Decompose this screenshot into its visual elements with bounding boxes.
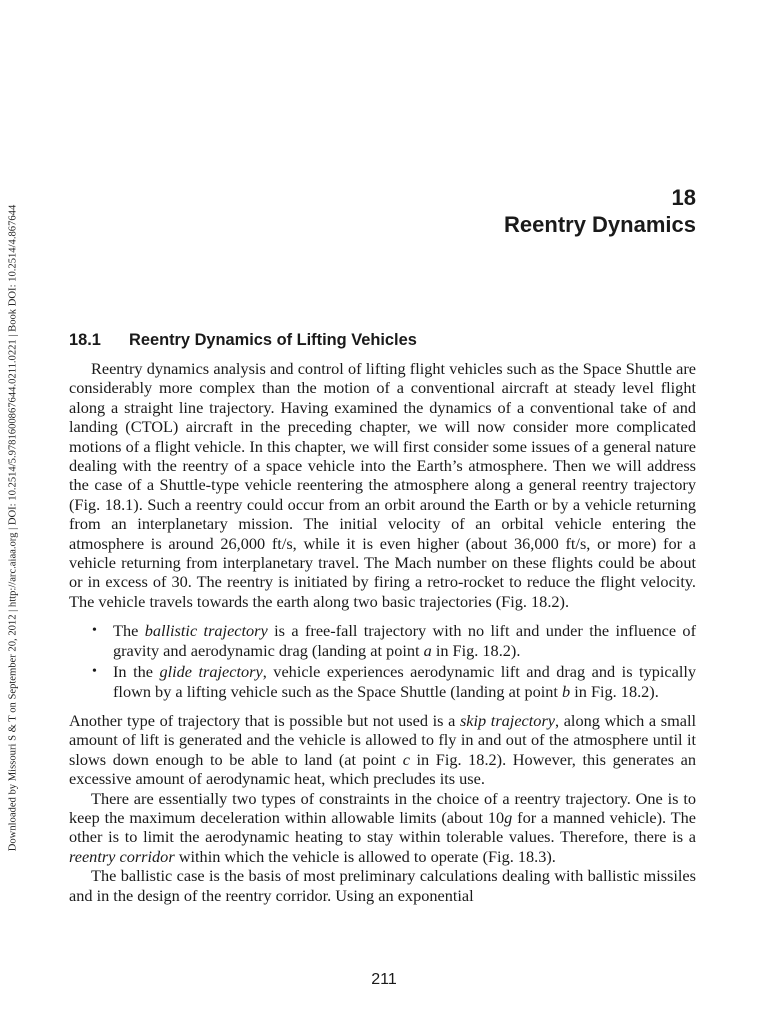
section-heading: [69, 329, 696, 351]
trajectory-list: [69, 621, 696, 701]
paragraph-intro: Reentry dynamics analysis and control of lifting flight vehicles such as the Space Shuttle are considerably more complex than the motion of a conventional aircraft at steady level flight along a straight line trajectory. Having examined the dynamics of a conventional take of and landing (CTOL) aircraft in the preceding chapter, we will now consider more complicated motions of a flight vehicle. In this chapter, we will first consider some issues of a general nature dealing with the reentry of a space vehicle into the Earth’s atmosphere. Then we will address the case of a Shuttle-type vehicle reentering the atmosphere along a general reentry trajectory (Fig. 18.1). Such a reentry could occur from an orbit around the Earth or by a vehicle returning from an interplanetary mission. The initial velocity of an orbital vehicle entering the atmosphere is around 26,000 ft/s, while it is even higher (about 36,000 ft/s, or more) for a vehicle returning from interplanetary travel. The Mach number on these flights could be about or in excess of 30. The reentry is initiated by firing a retro-rocket to reduce the flight velocity. The vehicle travels towards the earth along two basic trajectories (Fig. 18.2).: [69, 359, 696, 611]
text-span: , vehicle experiences aerodynamic lift and drag and is typically flown by a lifting vehicle such as the Space Shuttle (landing at point: [113, 662, 697, 701]
paragraph-ballistic-case: The ballistic case is the basis of most preliminary calculations dealing with ballistic missiles and in the design of the reentry corridor. Using an exponential: [69, 866, 696, 905]
text-span: is a free-fall trajectory with no lift and under the influence of gravity and aerodynamic drag (landing at point: [113, 621, 696, 660]
section-title: Reentry Dynamics of Lifting Vehicles: [129, 331, 417, 349]
term-skip-trajectory: skip trajectory: [459, 710, 556, 730]
chapter-header: [504, 185, 696, 239]
text-span: within which the vehicle is allowed to operate (Fig. 18.3).: [174, 846, 556, 866]
download-watermark: [0, 0, 26, 1024]
term-reentry-corridor: reentry corridor: [69, 846, 175, 866]
paragraph-skip-trajectory: [69, 711, 696, 789]
text-span: Another type of trajectory that is possible but not used is a: [69, 710, 460, 730]
text-span: for a manned vehicle). The other is to limit the aerodynamic heating to stay within tolerable values. Therefore, there is a: [69, 807, 696, 847]
point-label: b: [562, 681, 571, 701]
text-span: In the: [113, 662, 160, 682]
bullet-marker: •: [92, 623, 97, 639]
download-notice-text: Downloaded by Missouri S & T on September 20, 2012 | http://arc.aiaa.org | DOI: 10.2514/5.9781600867644.0211.0221 | Book DOI: 10.2514/4.867644: [7, 204, 19, 852]
text-span: There are essentially two types of constraints in the choice of a reentry trajectory. One is to keep the maximum deceleration within allowable limits (about 10: [69, 788, 696, 827]
page-number: 211: [371, 971, 397, 988]
page-body: [69, 329, 696, 905]
point-label: c: [402, 749, 410, 769]
chapter-title: Reentry Dynamics: [504, 212, 696, 237]
list-item-ballistic: [92, 621, 696, 660]
list-item-glide: [92, 662, 697, 701]
term-glide-trajectory: glide trajectory: [159, 662, 263, 682]
text-span: , along which a small amount of lift is generated and the vehicle is allowed to fly in and out of the atmosphere until it slows down enough to be able to land (at point: [69, 710, 697, 769]
bullet-marker: •: [92, 664, 97, 680]
section-number: 18.1: [69, 331, 101, 349]
chapter-number: 18: [671, 185, 696, 210]
term-ballistic-trajectory: ballistic trajectory: [144, 621, 268, 641]
text-span: The: [113, 621, 145, 641]
gravity-unit: g: [504, 807, 513, 827]
text-span: in Fig. 18.2).: [570, 681, 659, 701]
point-label: a: [423, 640, 432, 660]
text-span: in Fig. 18.2).: [431, 640, 521, 660]
text-span: in Fig. 18.2). However, this generates an excessive amount of aerodynamic heat, which precludes its use.: [69, 749, 696, 789]
paragraph-constraints: [69, 789, 696, 867]
